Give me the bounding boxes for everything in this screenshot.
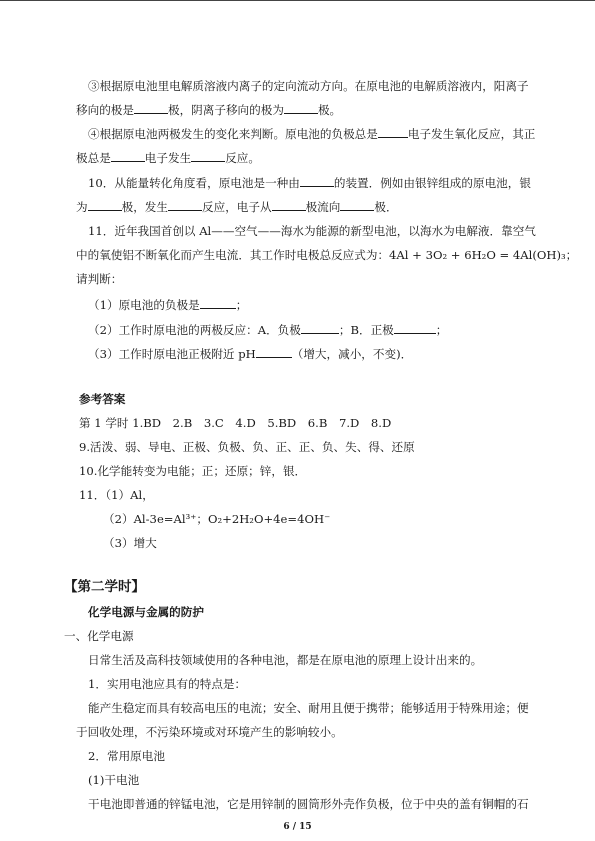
q11-line3: 请判断： bbox=[76, 272, 123, 286]
paragraph: (1)干电池 bbox=[88, 773, 140, 787]
paragraph: 1．实用电池应具有的特点是： bbox=[88, 677, 247, 691]
answers-line: 10.化学能转变为电能；正；还原；锌，银． bbox=[79, 464, 307, 478]
paragraph: 能产生稳定而具有较高电压的电流；安全、耐用且便于携带；能够适用于特殊用途；便 bbox=[88, 701, 529, 715]
answer-blank[interactable] bbox=[200, 297, 236, 309]
answers-line: （3）增大 bbox=[103, 536, 157, 550]
answers-line: 9.活泼、弱、导电、正极、负极、负、正、正、负、失、得、还原 bbox=[79, 440, 415, 454]
answer-blank[interactable] bbox=[340, 199, 374, 211]
q4-line2: 极总是 电子发生 反应。 bbox=[76, 151, 260, 165]
q11-sub2: （2）工作时原电池的两极反应：A．负极 ；B．正极 ； bbox=[88, 323, 448, 337]
answers-heading: 参考答案 bbox=[79, 392, 126, 406]
answer-blank[interactable] bbox=[301, 322, 339, 334]
answer-blank[interactable] bbox=[256, 346, 292, 358]
answer-blank[interactable] bbox=[111, 150, 145, 162]
paragraph: 干电池即普通的锌锰电池，它是用锌制的圆筒形外壳作负极，位于中央的盖有铜帽的石 bbox=[88, 797, 529, 811]
answer-blank[interactable] bbox=[191, 150, 225, 162]
page-number: 6 / 15 bbox=[283, 822, 312, 832]
header-rule bbox=[0, 0, 595, 1]
answers-line: 第 1 学时 1.BD 2.B 3.C 4.D 5.BD 6.B 7.D 8.D bbox=[79, 416, 392, 430]
answer-blank[interactable] bbox=[272, 199, 306, 211]
part-heading: 一、化学电源 bbox=[64, 629, 134, 643]
paragraph: 于回收处理，不污染环境或对环境产生的影响较小。 bbox=[76, 725, 343, 739]
answer-blank[interactable] bbox=[394, 322, 436, 334]
answer-blank[interactable] bbox=[300, 175, 334, 187]
answers-line: 11．（1）Al， bbox=[79, 488, 154, 502]
section-heading: 【第二学时】 bbox=[64, 579, 145, 595]
q11-sub3: （3）工作时原电池正极附近 pH （增大，减小，不变)． bbox=[88, 347, 413, 361]
q11-sub1: （1）原电池的负极是 ； bbox=[88, 298, 248, 312]
q4-line1: ④根据原电池两极发生的变化来判断。原电池的负极总是 电子发生氧化反应，其正 bbox=[88, 127, 536, 141]
answer-blank[interactable] bbox=[378, 126, 408, 138]
answer-blank[interactable] bbox=[284, 102, 318, 114]
q10-line2: 为 极，发生 反应，电子从 极流向 极． bbox=[76, 200, 398, 214]
section-subheading: 化学电源与金属的防护 bbox=[88, 605, 204, 619]
q11-line2: 中的氧使铝不断氧化而产生电流．其工作时电极总反应式为：4Al + 3O₂ + 6H₂O = 4Al(OH)₃； bbox=[76, 248, 578, 262]
q10-line1: 10．从能量转化角度看，原电池是一种由 的装置．例如由银锌组成的原电池，银 bbox=[88, 176, 531, 190]
paragraph: 2．常用原电池 bbox=[88, 749, 165, 763]
q3-line1: ③根据原电池里电解质溶液内离子的定向流动方向。在原电池的电解质溶液内，阳离子 bbox=[88, 79, 529, 93]
q11-line1: 11．近年我国首创以 Al——空气——海水为能源的新型电池，以海水为电解液．靠空气 bbox=[88, 224, 536, 238]
q3-line2: 移向的极是 极，阴离子移向的极为 极。 bbox=[76, 103, 342, 117]
answer-blank[interactable] bbox=[168, 199, 202, 211]
paragraph: 日常生活及高科技领域使用的各种电池，都是在原电池的原理上设计出来的。 bbox=[88, 653, 483, 667]
answer-blank[interactable] bbox=[88, 199, 122, 211]
answers-line: （2）Al-3e=Al³⁺；O₂+2H₂O+4e=4OH⁻ bbox=[103, 512, 331, 526]
answer-blank[interactable] bbox=[134, 102, 168, 114]
